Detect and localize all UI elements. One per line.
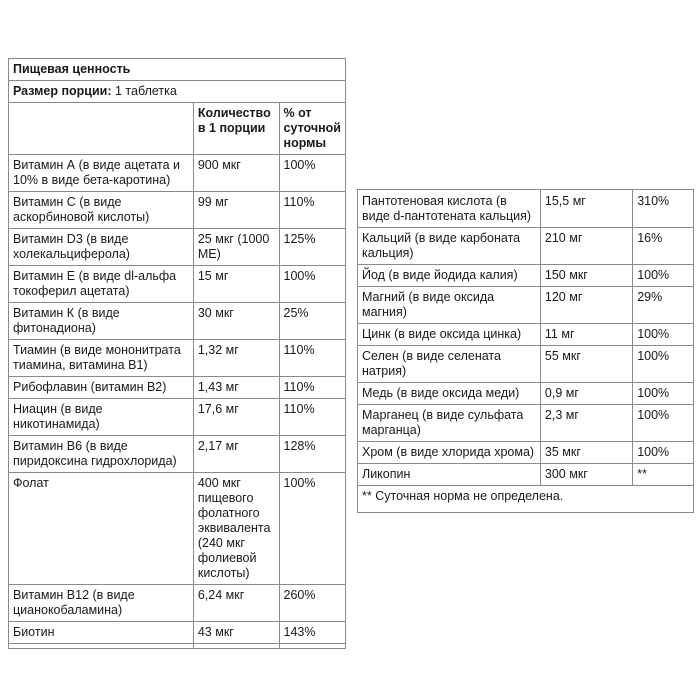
nutrient-name: Пантотеновая кислота (в виде d-пантотената кальция) (358, 190, 541, 228)
table-row (9, 377, 346, 399)
nutrient-dv: 25% (279, 303, 345, 340)
nutrient-name: Цинк (в виде оксида цинка) (358, 324, 541, 346)
nutrient-amount: 0,9 мг (540, 383, 632, 405)
nutrient-name: Витамин А (в виде ацетата и 10% в виде бета-каротина) (9, 155, 194, 192)
table-row (9, 436, 346, 473)
nutrient-dv: ** (633, 464, 694, 486)
column-header-dv: % от суточной нормы (279, 103, 345, 155)
nutrient-amount: 99 мг (193, 192, 279, 229)
nutrient-name: Витамин К (в виде фитонадиона) (9, 303, 194, 340)
table-row (9, 585, 346, 622)
table-row (9, 399, 346, 436)
nutrient-dv: 310% (633, 190, 694, 228)
table-row (9, 229, 346, 266)
table-row (9, 192, 346, 229)
nutrient-amount: 55 мкг (540, 346, 632, 383)
nutrient-dv: 100% (633, 442, 694, 464)
table-row (358, 228, 694, 265)
nutrient-name: Витамин В12 (в виде цианокобаламина) (9, 585, 194, 622)
nutrient-amount: 1,43 мг (193, 377, 279, 399)
nutrient-amount: 17,6 мг (193, 399, 279, 436)
nutrient-name: Медь (в виде оксида меди) (358, 383, 541, 405)
nutrient-amount: 210 мг (540, 228, 632, 265)
table-row (358, 324, 694, 346)
nutrient-amount: 15 мг (193, 266, 279, 303)
nutrient-dv: 100% (279, 473, 345, 585)
nutrient-amount: 2,3 мг (540, 405, 632, 442)
table-row (9, 622, 346, 644)
nutrient-dv: 110% (279, 377, 345, 399)
nutrient-name: Витамин С (в виде аскорбиновой кислоты) (9, 192, 194, 229)
nutrient-name: Кальций (в виде карбоната кальция) (358, 228, 541, 265)
nutrient-dv: 100% (633, 405, 694, 442)
nutrient-amount: 400 мкг пищевого фолатного эквивалента (240 мкг фолиевой кислоты) (193, 473, 279, 585)
nutrient-name: Тиамин (в виде мононитрата тиамина, витамина В1) (9, 340, 194, 377)
nutrient-dv: 128% (279, 436, 345, 473)
nutrient-dv: 110% (279, 399, 345, 436)
nutrient-dv: 260% (279, 585, 345, 622)
table-row (9, 303, 346, 340)
nutrient-dv: 100% (279, 266, 345, 303)
table-row (358, 442, 694, 464)
nutrient-name: Хром (в виде хлорида хрома) (358, 442, 541, 464)
serving-size (9, 81, 346, 103)
nutrient-name: Селен (в виде селената натрия) (358, 346, 541, 383)
table-row (358, 464, 694, 486)
nutrient-dv: 110% (279, 192, 345, 229)
nutrient-name: Магний (в виде оксида магния) (358, 287, 541, 324)
table-row (358, 287, 694, 324)
serving-size-label: Размер порции: (13, 84, 112, 98)
footnote-row (358, 486, 694, 513)
nutrient-dv: 100% (633, 265, 694, 287)
table-row (9, 155, 346, 192)
nutrient-name: Ниацин (в виде никотинамида) (9, 399, 194, 436)
footnote: ** Суточная норма не определена. (358, 486, 694, 513)
nutrient-amount: 30 мкг (193, 303, 279, 340)
table-row (358, 346, 694, 383)
nutrient-dv: 125% (279, 229, 345, 266)
nutrient-dv: 100% (633, 324, 694, 346)
nutrient-name: Марганец (в виде сульфата марганца) (358, 405, 541, 442)
serving-size-value: 1 таблетка (111, 84, 177, 98)
table-row (9, 340, 346, 377)
table-row (9, 473, 346, 585)
nutrient-dv: 100% (633, 346, 694, 383)
nutrient-dv: 16% (633, 228, 694, 265)
nutrient-dv: 143% (279, 622, 345, 644)
nutrient-amount: 120 мг (540, 287, 632, 324)
nutrient-name: Витамин D3 (в виде холекальциферола) (9, 229, 194, 266)
table-row (358, 190, 694, 228)
nutrition-table-left (8, 58, 346, 649)
nutrient-name: Ликопин (358, 464, 541, 486)
nutrient-name: Витамин В6 (в виде пиридоксина гидрохлорида) (9, 436, 194, 473)
nutrient-dv: 100% (279, 155, 345, 192)
nutrient-amount: 11 мг (540, 324, 632, 346)
column-header-amount: Количество в 1 порции (193, 103, 279, 155)
nutrient-amount: 35 мкг (540, 442, 632, 464)
table-row (358, 405, 694, 442)
nutrient-name: Витамин Е (в виде dl-альфа токоферил ацетата) (9, 266, 194, 303)
nutrient-amount: 900 мкг (193, 155, 279, 192)
nutrient-amount: 300 мкг (540, 464, 632, 486)
nutrient-dv: 110% (279, 340, 345, 377)
table-row (9, 266, 346, 303)
table-row (358, 383, 694, 405)
table-row-cutoff (9, 644, 346, 649)
nutrient-amount: 15,5 мг (540, 190, 632, 228)
nutrient-dv: 100% (633, 383, 694, 405)
nutrient-name: Йод (в виде йодида калия) (358, 265, 541, 287)
nutrient-dv: 29% (633, 287, 694, 324)
nutrient-amount: 150 мкг (540, 265, 632, 287)
nutrient-amount: 6,24 мкг (193, 585, 279, 622)
nutrient-amount: 2,17 мг (193, 436, 279, 473)
nutrient-amount: 1,32 мг (193, 340, 279, 377)
nutrient-amount: 25 мкг (1000 МЕ) (193, 229, 279, 266)
nutrient-name: Рибофлавин (витамин В2) (9, 377, 194, 399)
nutrition-table-right (357, 189, 694, 513)
nutrient-amount: 43 мкг (193, 622, 279, 644)
table-row (358, 265, 694, 287)
table-title: Пищевая ценность (9, 59, 346, 81)
nutrient-name: Биотин (9, 622, 194, 644)
header-empty-cell (9, 103, 194, 155)
nutrient-name: Фолат (9, 473, 194, 585)
